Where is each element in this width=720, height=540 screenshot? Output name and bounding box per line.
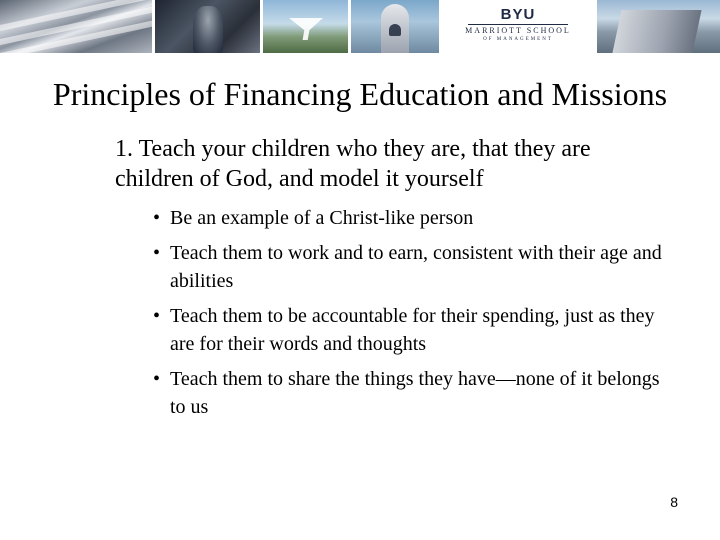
bullet-text: Be an example of a Christ-like person [170, 207, 474, 229]
bullet-text: Teach them to share the things they have—none of it belongs to us [170, 368, 660, 418]
bullet-item [153, 239, 673, 295]
bullet-item [153, 365, 673, 421]
bullet-marker: • [153, 368, 161, 390]
banner-photo-y-mountain [263, 0, 348, 53]
slide-title: Principles of Financing Education and Missions [52, 76, 668, 112]
logo-byu-text: BYU [500, 6, 536, 23]
banner-photo-pillars [0, 0, 152, 53]
banner-photo-statue [155, 0, 260, 53]
bullet-text: Teach them to be accountable for their spending, just as they are for their words and thoughts [170, 305, 655, 355]
header-banner [0, 0, 720, 53]
main-point: 1. Teach your children who they are, that they are children of God, and model it yourself [115, 136, 591, 192]
byu-marriott-logo [442, 0, 594, 53]
page-number: 8 [670, 494, 678, 510]
bullet-marker: • [153, 305, 161, 327]
bullet-list [153, 204, 673, 428]
logo-sub-text: OF MANAGEMENT [483, 37, 553, 42]
logo-school-text: MARRIOTT SCHOOL [465, 26, 571, 35]
bullet-marker: • [153, 207, 161, 229]
bullet-text: Teach them to work and to earn, consistent with their age and abilities [170, 242, 662, 292]
banner-photo-building [597, 0, 720, 53]
banner-photo-bell-tower [351, 0, 439, 53]
bullet-marker: • [153, 242, 161, 264]
bullet-item [153, 302, 673, 358]
bullet-item [153, 204, 673, 232]
